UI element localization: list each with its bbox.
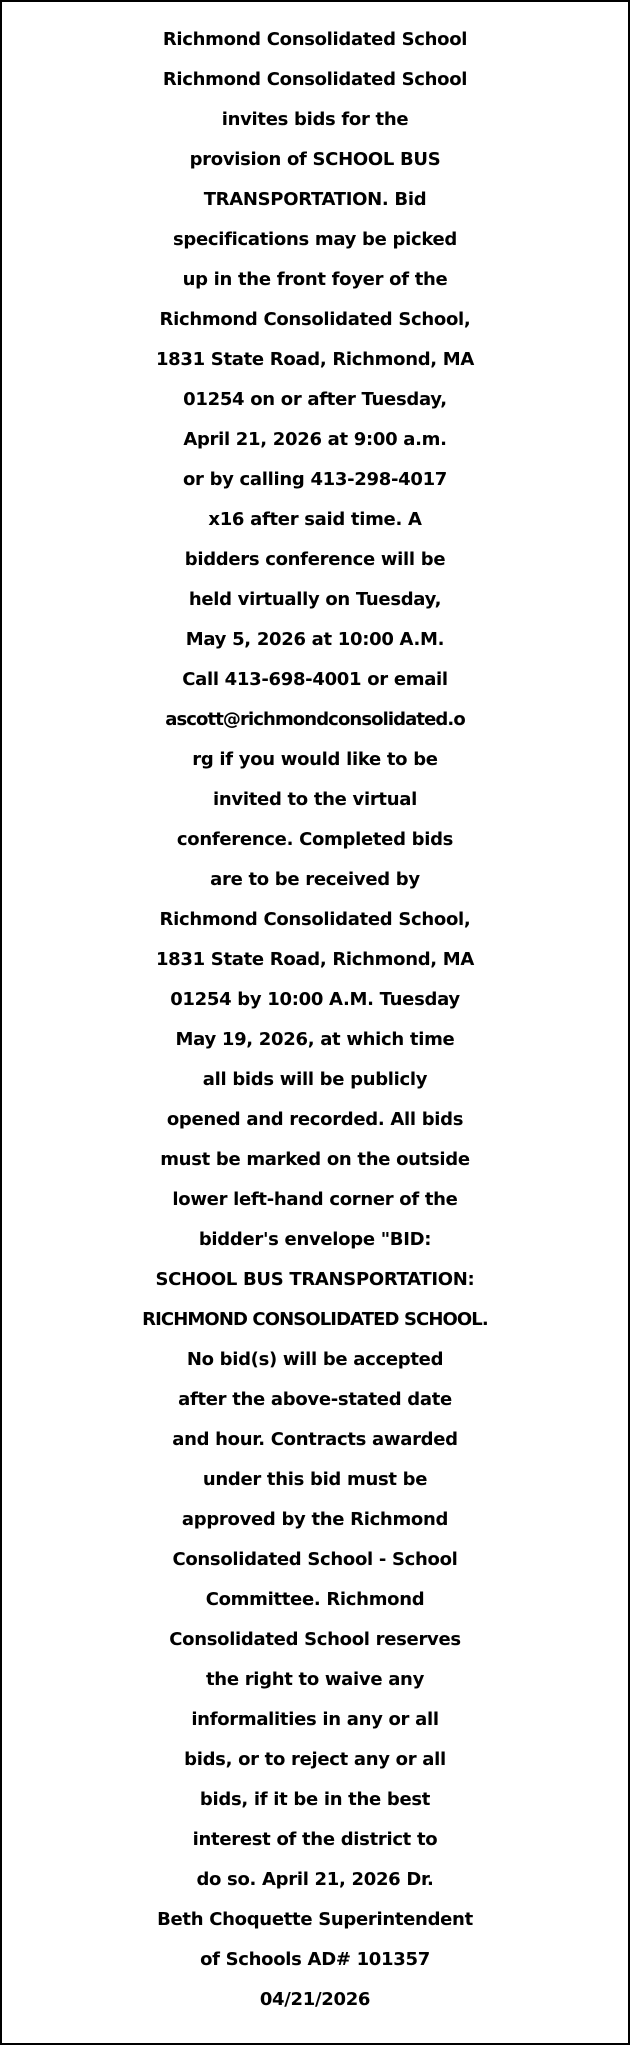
- notice-line: invited to the virtual: [213, 789, 417, 810]
- notice-line: bidders conference will be: [184, 549, 446, 570]
- notice-line: the right to waive any: [206, 1669, 424, 1690]
- notice-date-line: do so. April 21, 2026 Dr.: [196, 1869, 434, 1890]
- notice-address-line: 1831 State Road, Richmond, MA: [155, 349, 475, 370]
- notice-line: 01254 on or after Tuesday,: [183, 389, 447, 410]
- notice-line: under this bid must be: [202, 1469, 428, 1490]
- notice-line: held virtually on Tuesday,: [188, 589, 442, 610]
- notice-line: must be marked on the outside: [160, 1149, 470, 1170]
- notice-publish-date: 04/21/2026: [259, 1989, 371, 2010]
- notice-phone-line: or by calling 413-298-4017: [182, 469, 448, 490]
- notice-ad-number: of Schools AD# 101357: [200, 1949, 430, 1970]
- notice-line: lower left-hand corner of the: [172, 1189, 458, 1210]
- notice-line: Consolidated School - School: [172, 1549, 458, 1570]
- notice-line: TRANSPORTATION. Bid: [203, 189, 427, 210]
- notice-line: Committee. Richmond: [205, 1589, 425, 1610]
- notice-line: are to be received by: [210, 869, 420, 890]
- notice-line: RICHMOND CONSOLIDATED SCHOOL.: [142, 1309, 488, 1330]
- notice-line: all bids will be publicly: [202, 1069, 428, 1090]
- notice-line: May 19, 2026, at which time: [175, 1029, 455, 1050]
- notice-line: rg if you would like to be: [192, 749, 438, 770]
- notice-line: approved by the Richmond: [181, 1509, 449, 1530]
- notice-line: x16 after said time. A: [208, 509, 422, 530]
- notice-line: 01254 by 10:00 A.M. Tuesday: [170, 989, 460, 1010]
- notice-line: May 5, 2026 at 10:00 A.M.: [185, 629, 445, 650]
- notice-address-line: 1831 State Road, Richmond, MA: [155, 949, 475, 970]
- notice-email-line: ascott@richmondconsolidated.o: [165, 709, 465, 730]
- notice-line: provision of SCHOOL BUS: [189, 149, 441, 170]
- notice-line: Consolidated School reserves: [169, 1629, 461, 1650]
- notice-line: SCHOOL BUS TRANSPORTATION:: [155, 1269, 475, 1290]
- notice-line: Richmond Consolidated School: [162, 69, 468, 90]
- notice-line: and hour. Contracts awarded: [172, 1429, 458, 1450]
- notice-line: interest of the district to: [192, 1829, 438, 1850]
- notice-line: opened and recorded. All bids: [166, 1109, 464, 1130]
- notice-line: after the above-stated date: [178, 1389, 452, 1410]
- notice-line: conference. Completed bids: [176, 829, 454, 850]
- notice-line: bids, or to reject any or all: [184, 1749, 446, 1770]
- notice-signature-line: Beth Choquette Superintendent: [157, 1909, 473, 1930]
- notice-line: Richmond Consolidated School,: [159, 309, 471, 330]
- notice-phone-line: Call 413-698-4001 or email: [182, 669, 448, 690]
- notice-line: April 21, 2026 at 9:00 a.m.: [183, 429, 447, 450]
- notice-line: Richmond Consolidated School,: [159, 909, 471, 930]
- notice-line: No bid(s) will be accepted: [186, 1349, 444, 1370]
- notice-line: specifications may be picked: [172, 229, 457, 250]
- notice-line: up in the front foyer of the: [182, 269, 448, 290]
- notice-line: invites bids for the: [221, 109, 409, 130]
- notice-line: bidder's envelope "BID:: [198, 1229, 432, 1250]
- notice-title: Richmond Consolidated School: [162, 29, 468, 50]
- notice-line: informalities in any or all: [191, 1709, 439, 1730]
- notice-line: bids, if it be in the best: [199, 1789, 431, 1810]
